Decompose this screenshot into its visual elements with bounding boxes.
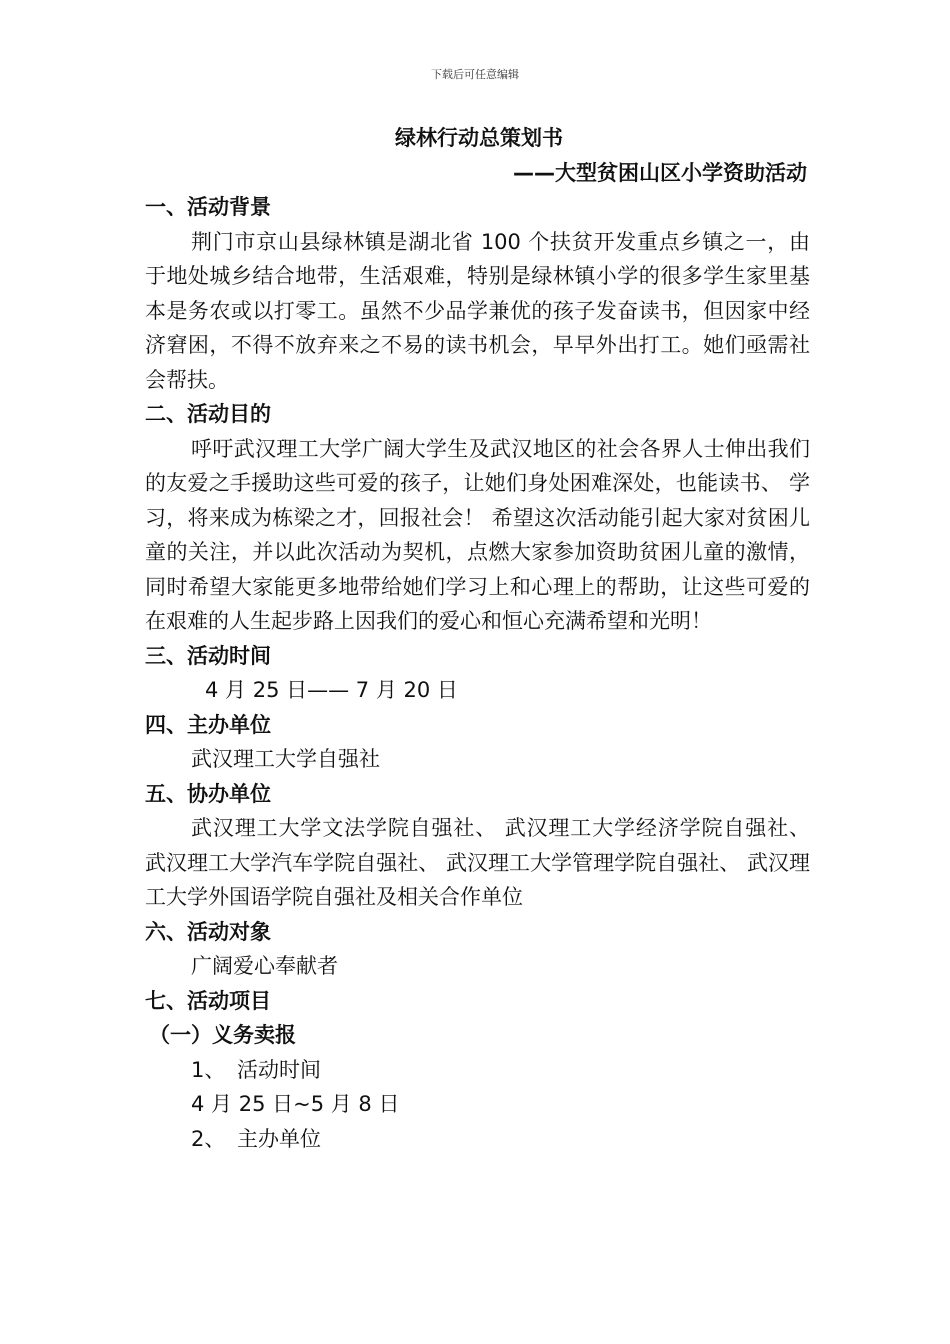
section-heading-time: 三、活动时间 (145, 643, 271, 668)
section-text-background: 荆门市京山县绿林镇是湖北省 100 个扶贫开发重点乡镇之一，由于地处城乡结合地带，生活艰难，特别是绿林镇小学的很多学生家里基本是务农或以打零工。虽然不少品学兼优的孩子发奋读书，但因家中经济窘困，不得不放弃来之不易的读书机会，早早外出打工。她们亟需社会帮扶。 (145, 229, 810, 392)
list-item (145, 1053, 810, 1088)
subsection-heading-newspaper: （一）义务卖报 (149, 1023, 296, 1047)
document-body (145, 190, 810, 1156)
section-text-co-organizer: 武汉理工大学文法学院自强社、 武汉理工大学经济学院自强社、 武汉理工大学汽车学院自强社、 武汉理工大学管理学院自强社、 武汉理工大学外国语学院自强社及相关合作单位 (145, 816, 810, 909)
list-item (145, 1122, 810, 1157)
section-heading-audience: 六、活动对象 (145, 919, 271, 944)
document-subtitle: ——大型贫困山区小学资助活动 (513, 161, 807, 185)
section-text-time: 4 月 25 日—— 7 月 20 日 (205, 678, 458, 702)
list-item-label: 主办单位 (237, 1126, 321, 1151)
section-text-audience: 广阔爱心奉献者 (191, 954, 338, 978)
section-heading-purpose: 二、活动目的 (145, 402, 271, 426)
watermark-text: 下载后可任意编辑 (431, 68, 519, 81)
document-title: 绿林行动总策划书 (395, 126, 563, 150)
section-text-organizer: 武汉理工大学自强社 (191, 747, 380, 771)
section-heading-projects: 七、活动项目 (145, 988, 271, 1013)
section-text-purpose: 呼吁武汉理工大学广阔大学生及武汉地区的社会各界人士伸出我们的友爱之手援助这些可爱的孩子，让她们身处困难深处，也能读书、 学习，将来成为栋梁之才，回报社会！ 希望这次活动能引起大家对贫困儿童的关注，并以此次活动为契机，点燃大家参加资助贫困儿童的激情，同时希望大家能更多地带给她们学习上和心理上的帮助，让这些可爱的在艰难的人生起步路上因我们的爱心和恒心充满希望和光明！ (145, 436, 810, 633)
list-item-number: 2、 (191, 1126, 226, 1151)
list-item-number: 1、 (191, 1057, 226, 1082)
section-heading-background: 一、活动背景 (145, 195, 271, 219)
list-item-label: 活动时间 (237, 1057, 321, 1082)
section-heading-organizer: 四、主办单位 (145, 712, 271, 737)
list-item-value: 4 月 25 日~5 月 8 日 (191, 1092, 400, 1116)
section-heading-co-organizer: 五、协办单位 (145, 781, 271, 806)
